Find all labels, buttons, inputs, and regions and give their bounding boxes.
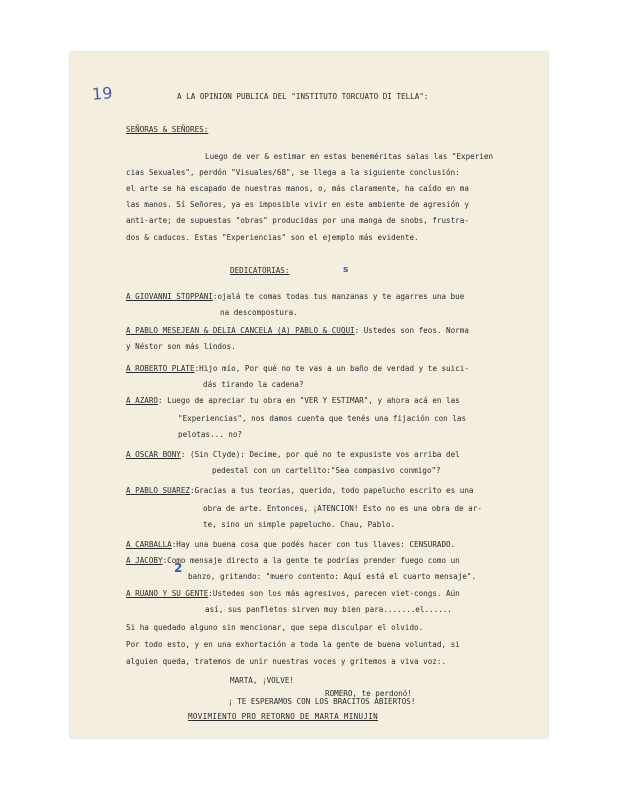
dedication-item — [126, 589, 460, 599]
dedication-item — [126, 540, 455, 550]
document-title: A LA OPINION PUBLICA DEL "INSTITUTO TORCUATO DI TELLA": — [177, 92, 429, 101]
dedication-item — [126, 364, 469, 374]
dedication-item — [126, 450, 460, 460]
dedication-text: y Néstor son más lindos. — [126, 342, 236, 351]
dedication-item — [126, 486, 473, 496]
dedication-text: :Hay una buena cosa que podés hacer con tus llaves: CENSURADO. — [171, 540, 456, 549]
dedication-text: te, sino un simple papelucho. Chau, Pablo. — [203, 520, 396, 529]
dedication-text: :ojalá te comas todas tus manzanas y te agarres una bue — [212, 292, 465, 301]
dedication-label: A OSCAR BONY — [126, 450, 181, 459]
dedication-label: A PABLO SUAREZ — [126, 486, 191, 495]
dedication-label: A GIOVANNI STOPPANI — [126, 292, 213, 301]
dedication-text: obra de arte. Entonces, ¡ATENCION! Esto no es una obra de ar- — [203, 504, 482, 513]
marta-line: MARTA, ¡VOLVE! — [230, 676, 295, 685]
dedication-text: : Ustedes son feos. Norma — [354, 326, 469, 335]
dedication-label: A PABLO MESEJEAN & DELIA CANCELA (A) PABLO & CUQUI — [126, 326, 355, 335]
dedication-text: : (Sin Clyde): Decime, por qué no te expusiste vos arriba del — [180, 450, 460, 459]
dedication-text: "Experiencias", nos damos cuenta que tenés una fijación con las — [178, 414, 467, 423]
dedication-text: dás tirando la cadena? — [203, 380, 304, 389]
dedication-heading: DEDICATORIAS: — [230, 266, 290, 275]
pen-mark-bracket: 2 — [174, 561, 183, 575]
dedication-label: A AZARO — [126, 396, 159, 405]
handwritten-page-number: 19 — [91, 83, 113, 104]
closing-line: alguien queda, tratemos de unir nuestras voces y gritemos a viva voz:. — [126, 657, 447, 666]
dedication-label: A CARBALLA — [126, 540, 172, 549]
salutation: SEÑORAS & SEÑORES: — [126, 125, 209, 134]
dedication-text: :Hijo mío, Por qué no te vas a un baño de verdad y te suici- — [194, 364, 469, 373]
intro-line: las manos. Sí Señores, ya es imposible vivir en este ambiente de agresión y — [126, 200, 469, 209]
romero-line: ROMERO, te perdonó! — [325, 689, 412, 698]
intro-line: anti-arte; de supuestas "obras" producidas por una manga de snobs, frustra- — [126, 216, 469, 225]
dedication-text: así, sus panfletos sirven muy bien para.......el...... — [205, 605, 452, 614]
movement-signature: MOVIMIENTO PRO RETORNO DE MARTA MINUJIN — [188, 712, 379, 721]
dedication-item — [126, 326, 469, 336]
dedication-text: pedestal con un cartelito:"Sea compasivo conmigo"? — [212, 466, 441, 475]
embrace-line: ¡ TE ESPERAMOS CON LOS BRACITOS ABIERTOS! — [228, 697, 416, 706]
dedication-text: banzo, gritando: "muero contento: Aquí está el cuarto mensaje". — [188, 572, 477, 581]
dedication-label: A ROBERTO PLATE — [126, 364, 195, 373]
dedication-text: :Como mensaje directo a la gente te podrías prender fuego como un — [162, 556, 460, 565]
dedication-text: na descompostura. — [220, 308, 298, 317]
dedication-text: pelotas... no? — [178, 430, 243, 439]
intro-line: dos & caducos. Estas "Experiencias" son el ejemplo más evidente. — [126, 233, 419, 242]
closing-line: Si ha quedado alguno sin mencionar, que sepa disculpar el olvido. — [126, 623, 424, 632]
dedication-label: A JACOBY — [126, 556, 163, 565]
document-page — [70, 52, 548, 738]
intro-line: el arte se ha escapado de nuestras manos, o, más claramente, ha caído en ma — [126, 184, 469, 193]
intro-line: Luego de ver & estimar en estas beneméritas salas las "Experien — [205, 152, 494, 161]
closing-line: Por todo esto, y en una exhortación a toda la gente de buena voluntad, si — [126, 640, 460, 649]
dedication-label: A RUANO Y SU GENTE — [126, 589, 209, 598]
intro-line: cias Sexuales", perdón "Visuales/68", se llega a la siguiente conclusión: — [126, 168, 460, 177]
dedication-item — [126, 396, 460, 406]
dedication-text: :Ustedes son los más agresivos, parecen viet-congs. Aún — [208, 589, 460, 598]
pen-mark-s: s — [343, 265, 349, 275]
dedication-text: :Gracias a tus teorías, querido, todo papelucho escrito es una — [190, 486, 474, 495]
dedication-text: : Luego de apreciar tu obra en "VER Y ESTIMAR", y ahora acá en las — [158, 396, 460, 405]
dedication-item — [126, 292, 464, 302]
